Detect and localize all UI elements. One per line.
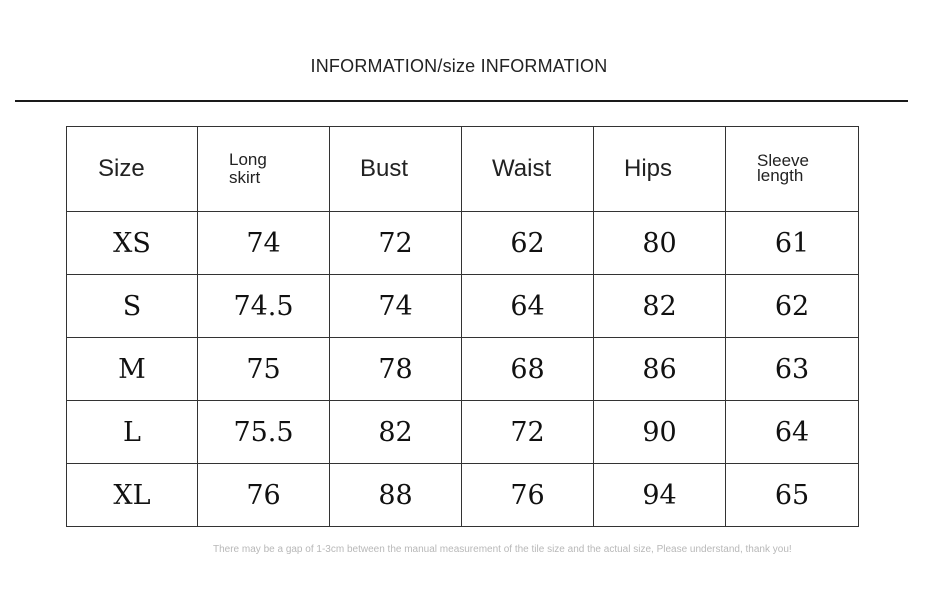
cell-hips: 90 bbox=[594, 401, 726, 464]
cell-size: S bbox=[67, 275, 198, 338]
cell-waist: 72 bbox=[462, 401, 594, 464]
cell-waist: 64 bbox=[462, 275, 594, 338]
header-bust: Bust bbox=[330, 127, 462, 212]
cell-waist: 68 bbox=[462, 338, 594, 401]
cell-waist: 76 bbox=[462, 464, 594, 527]
table-row bbox=[67, 212, 859, 275]
table-row bbox=[67, 275, 859, 338]
header-hips: Hips bbox=[594, 127, 726, 212]
size-table bbox=[66, 126, 859, 527]
header-size: Size bbox=[67, 127, 198, 212]
cell-size: XS bbox=[67, 212, 198, 275]
cell-size: M bbox=[67, 338, 198, 401]
cell-long-skirt: 74 bbox=[198, 212, 330, 275]
header-sleeve-length: Sleeve length bbox=[726, 127, 859, 212]
cell-sleeve-length: 61 bbox=[726, 212, 859, 275]
cell-bust: 88 bbox=[330, 464, 462, 527]
cell-sleeve-length: 63 bbox=[726, 338, 859, 401]
header-waist: Waist bbox=[462, 127, 594, 212]
cell-long-skirt: 75.5 bbox=[198, 401, 330, 464]
cell-long-skirt: 75 bbox=[198, 338, 330, 401]
cell-sleeve-length: 62 bbox=[726, 275, 859, 338]
cell-sleeve-length: 65 bbox=[726, 464, 859, 527]
measurement-note: There may be a gap of 1-3cm between the manual measurement of the tile size and the actual size, Please understand, thank you! bbox=[213, 544, 792, 555]
table-row bbox=[67, 464, 859, 527]
cell-bust: 74 bbox=[330, 275, 462, 338]
cell-sleeve-length: 64 bbox=[726, 401, 859, 464]
table-header-row bbox=[67, 127, 859, 212]
cell-hips: 94 bbox=[594, 464, 726, 527]
cell-long-skirt: 74.5 bbox=[198, 275, 330, 338]
cell-hips: 80 bbox=[594, 212, 726, 275]
header-long-skirt: Long skirt bbox=[198, 127, 330, 212]
cell-size: L bbox=[67, 401, 198, 464]
cell-size: XL bbox=[67, 464, 198, 527]
cell-long-skirt: 76 bbox=[198, 464, 330, 527]
table-row bbox=[67, 401, 859, 464]
title-divider bbox=[15, 100, 908, 102]
cell-bust: 82 bbox=[330, 401, 462, 464]
cell-bust: 72 bbox=[330, 212, 462, 275]
cell-bust: 78 bbox=[330, 338, 462, 401]
page-title: INFORMATION/size INFORMATION bbox=[310, 56, 608, 76]
cell-waist: 62 bbox=[462, 212, 594, 275]
table-row bbox=[67, 338, 859, 401]
cell-hips: 86 bbox=[594, 338, 726, 401]
cell-hips: 82 bbox=[594, 275, 726, 338]
